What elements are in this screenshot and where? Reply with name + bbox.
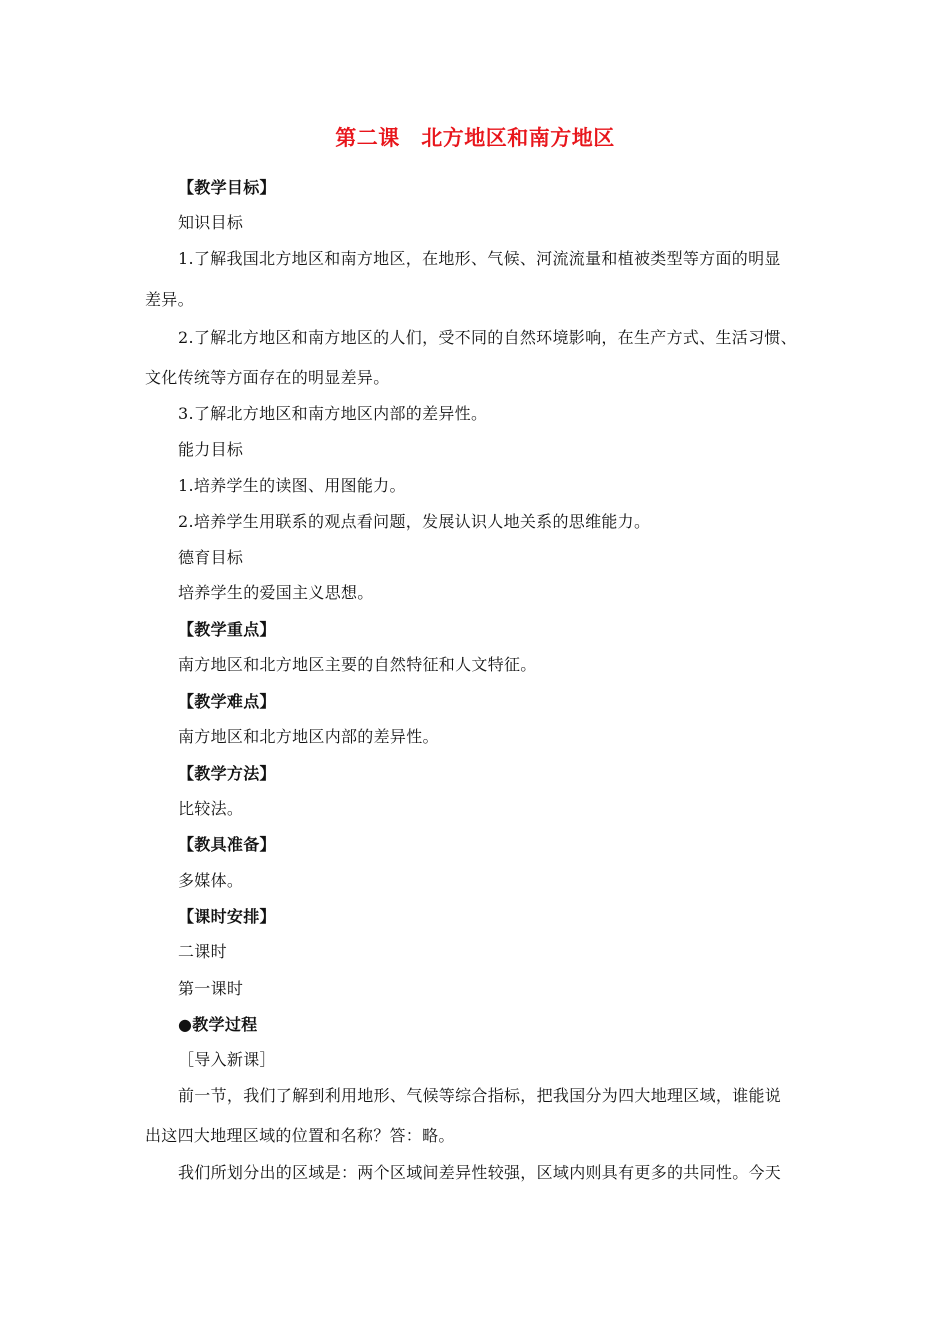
heading-teaching-difficulty: 【教学难点】 [178,692,276,711]
paragraph-line: 培养学生的爱国主义思想。 [178,583,374,602]
paragraph-line: 差异。 [145,290,194,309]
heading-teaching-tools: 【教具准备】 [178,835,276,854]
paragraph-line: 3.了解北方地区和南方地区内部的差异性。 [178,404,488,423]
subheading-ability-objectives: 能力目标 [178,440,244,459]
paragraph-line: 第一课时 [178,979,244,998]
subheading-knowledge-objectives: 知识目标 [178,213,244,232]
paragraph-line: 南方地区和北方地区内部的差异性。 [178,727,439,746]
heading-teaching-objectives: 【教学目标】 [178,178,276,197]
paragraph-line: 比较法。 [178,799,244,818]
page-title: 第二课 北方地区和南方地区 [335,125,615,150]
heading-teaching-focus: 【教学重点】 [178,620,276,639]
paragraph-line: 文化传统等方面存在的明显差异。 [145,368,390,387]
paragraph-line: 南方地区和北方地区主要的自然特征和人文特征。 [178,655,537,674]
subheading-moral-objectives: 德育目标 [178,548,244,567]
paragraph-line: 1.培养学生的读图、用图能力。 [178,476,406,495]
paragraph-line: 多媒体。 [178,871,244,890]
paragraph-line: 二课时 [178,942,227,961]
paragraph-line: 1.了解我国北方地区和南方地区，在地形、气候、河流流量和植被类型等方面的明显 [178,249,781,268]
heading-class-schedule: 【课时安排】 [178,907,276,926]
paragraph-line: 出这四大地理区域的位置和名称？答：略。 [145,1126,455,1145]
paragraph-line: 前一节，我们了解到利用地形、气候等综合指标，把我国分为四大地理区域，谁能说 [178,1086,782,1105]
heading-teaching-method: 【教学方法】 [178,764,276,783]
heading-teaching-process: ●教学过程 [178,1015,258,1034]
subheading-lesson-intro: ［导入新课］ [178,1050,276,1069]
paragraph-line: 2.了解北方地区和南方地区的人们，受不同的自然环境影响，在生产方式、生活习惯、 [178,328,797,347]
paragraph-line: 2.培养学生用联系的观点看问题，发展认识人地关系的思维能力。 [178,512,651,531]
paragraph-line: 我们所划分出的区域是：两个区域间差异性较强，区域内则具有更多的共同性。今天 [178,1163,782,1182]
